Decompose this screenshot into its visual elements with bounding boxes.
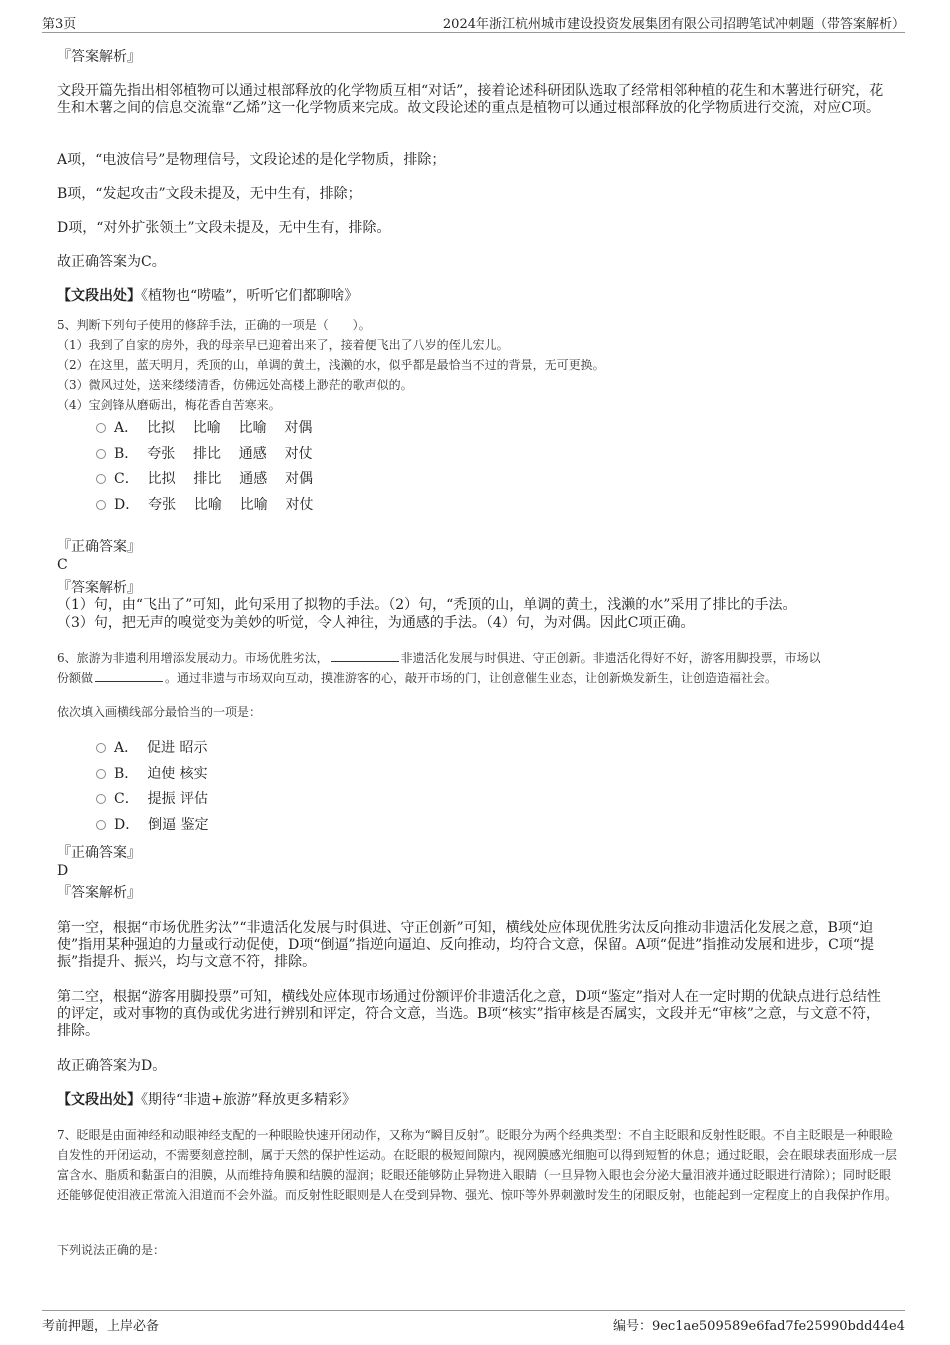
q6-option-b[interactable]: B． 迫使 核实: [96, 766, 208, 783]
q5-option-c[interactable]: C． 比拟 排比 通感 对偶: [96, 471, 313, 488]
footer-serial: 编号：9ec1ae509589e6fad7fe25990bdd44e4: [612, 1319, 905, 1334]
q5-analysis-line-2: （3）句，把无声的嗅觉变为美妙的听觉，令人神往，为通感的手法。（4）句，为对偶。因此C项正确。: [57, 615, 695, 631]
q5-option-d[interactable]: D． 夸张 比喻 比喻 对仗: [96, 497, 314, 514]
radio-icon[interactable]: [96, 743, 106, 753]
q6-analysis-paragraph-1: 第一空，根据“市场优胜劣汰”“非遗活化发展与时俱进、守正创新”可知，横线处应体现优胜劣汰反向推动非遗活化发展之意，B项“迫使”指用某种强迫的力量或行动促使，D项“倒逼”指逆向逼迫、反向推动，均符合文意，保留。A项“促进”指推动发展和进步，C项“提振”指提升、振兴，均与文意不符，排除。: [57, 920, 874, 970]
q6-conclusion: 故正确答案为D。: [57, 1058, 167, 1074]
q7-prompt: 下列说法正确的是：: [57, 1243, 166, 1257]
radio-icon[interactable]: [96, 449, 106, 459]
q5-sentence-2: （2）在这里，蓝天明月，秃顶的山，单调的黄土，浅濑的水，似乎都是最恰当不过的背景，无可更换。: [57, 358, 605, 372]
q6-option-d[interactable]: D． 倒逼 鉴定: [96, 817, 209, 834]
q5-analysis-line-1: （1）句，由“飞出了”可知，此句采用了拟物的手法。（2）句，“秃顶的山，单调的黄土，浅濑的水”采用了排比的手法。: [57, 597, 797, 613]
page-header: [42, 10, 905, 33]
radio-icon[interactable]: [96, 794, 106, 804]
radio-icon[interactable]: [96, 423, 106, 433]
q6-correct-title: 『正确答案』: [57, 845, 141, 861]
q6-stem: 6、旅游为非遗利用增添发展动力。市场优胜劣汰， 非遗活化发展与时俱进、守正创新。非遗活化得好不好，游客用脚投票，市场以 份额做 。通过非遗与市场双向互动，摸准游客的心，敲开市场的门，让创意催生业态，让创新焕发新生，让创造造福社会。: [57, 651, 821, 685]
q4-analysis-paragraph: 文段开篇先指出相邻植物可以通过根部释放的化学物质互相“对话”，接着论述科研团队选取了经常相邻种植的花生和木薯进行研究，花生和木薯之间的信息交流靠“乙烯”这一化学物质来完成。故文段论述的重点是植物可以通过根部释放的化学物质进行交流，对应C项。: [57, 83, 884, 116]
q4-option-b-analysis: B项，“发起攻击”文段未提及，无中生有，排除；: [57, 186, 362, 202]
document-title: 2024年浙江杭州城市建设投资发展集团有限公司招聘笔试冲刺题（带答案解析）: [442, 17, 905, 32]
q5-option-b[interactable]: B． 夸张 排比 通感 对仗: [96, 446, 313, 463]
q4-source: [57, 288, 892, 305]
q6-analysis-paragraph-2: 第二空，根据“游客用脚投票”可知，横线处应体现市场通过份额评价非遗活化之意，D项“鉴定”指对人在一定时期的优缺点进行总结性的评定，或对事物的真伪或优劣进行辨别和评定，符合文意，当选。B项“核实”指审核是否属实，文段并无“审核”之意，与文意不符，排除。: [57, 989, 881, 1039]
blank-line-1: [331, 651, 399, 662]
q6-source-text: 《期待“非遗+旅游”释放更多精彩》: [141, 1092, 357, 1108]
q7-stem: 7、眨眼是由面神经和动眼神经支配的一种眼睑快速开闭动作，又称为“瞬目反射”。眨眼分为两个经典类型：不自主眨眼和反射性眨眼。不自主眨眼是一种眼睑自发性的开闭运动，不需要刻意控制，属于天然的保护性运动。在眨眼的极短间隙内，视网膜感光细胞可以得到短暂的休息；通过眨眼，会在眼球表面形成一层富含水、脂质和黏蛋白的泪膜，从而维持角膜和结膜的湿润；眨眼还能够防止异物进入眼睛（一旦异物入眼也会分泌大量泪液并通过眨眼进行清除）；同时眨眼还能够促使泪液正常流入泪道而不会外溢。而反射性眨眼则是人在受到异物、强光、惊吓等外界刺激时发生的闭眼反射，也能起到一定程度上的自我保护作用。: [57, 1128, 898, 1202]
q5-analysis-title: 『答案解析』: [57, 580, 141, 596]
radio-icon[interactable]: [96, 769, 106, 779]
q6-source-label: 【文段出处】: [57, 1092, 141, 1108]
q5-sentence-4: （4）宝剑锋从磨砺出，梅花香自苦寒来。: [57, 398, 281, 412]
footer-slogan: 考前押题，上岸必备: [42, 1319, 160, 1334]
q5-correct-title: 『正确答案』: [57, 539, 141, 555]
q5-option-a[interactable]: A． 比拟 比喻 比喻 对偶: [96, 420, 312, 437]
q4-conclusion: 故正确答案为C。: [57, 254, 166, 270]
q6-option-c[interactable]: C． 提振 评估: [96, 791, 208, 808]
q5-correct-answer: C: [57, 557, 68, 573]
q6-analysis-title: 『答案解析』: [57, 885, 141, 901]
radio-icon[interactable]: [96, 474, 106, 484]
q6-option-a[interactable]: A． 促进 昭示: [96, 740, 207, 757]
q5-sentence-1: （1）我到了自家的房外，我的母亲早已迎着出来了，接着便飞出了八岁的侄儿宏儿。: [57, 338, 509, 352]
radio-icon[interactable]: [96, 500, 106, 510]
q4-source-text: 《植物也“唠嗑”，听听它们都聊啥》: [141, 288, 359, 304]
radio-icon[interactable]: [96, 820, 106, 830]
page-number: 第3页: [42, 17, 77, 32]
q4-analysis-title: 『答案解析』: [57, 49, 141, 65]
blank-line-2: [95, 671, 163, 682]
q6-source: [57, 1092, 892, 1109]
q5-sentence-3: （3）微风过处，送来缕缕清香，仿佛远处高楼上渺茫的歌声似的。: [57, 378, 413, 392]
page-footer: [42, 1310, 905, 1335]
q4-option-d-analysis: D项，“对外扩张领土”文段未提及，无中生有，排除。: [57, 220, 391, 236]
q4-option-a-analysis: A项，“电波信号”是物理信号，文段论述的是化学物质，排除；: [57, 152, 446, 168]
q6-correct-answer: D: [57, 863, 69, 879]
q6-prompt: 依次填入画横线部分最恰当的一项是：: [57, 705, 262, 719]
q4-source-label: 【文段出处】: [57, 288, 141, 304]
q5-stem: 5、判断下列句子使用的修辞手法，正确的一项是（ ）。: [57, 318, 371, 332]
